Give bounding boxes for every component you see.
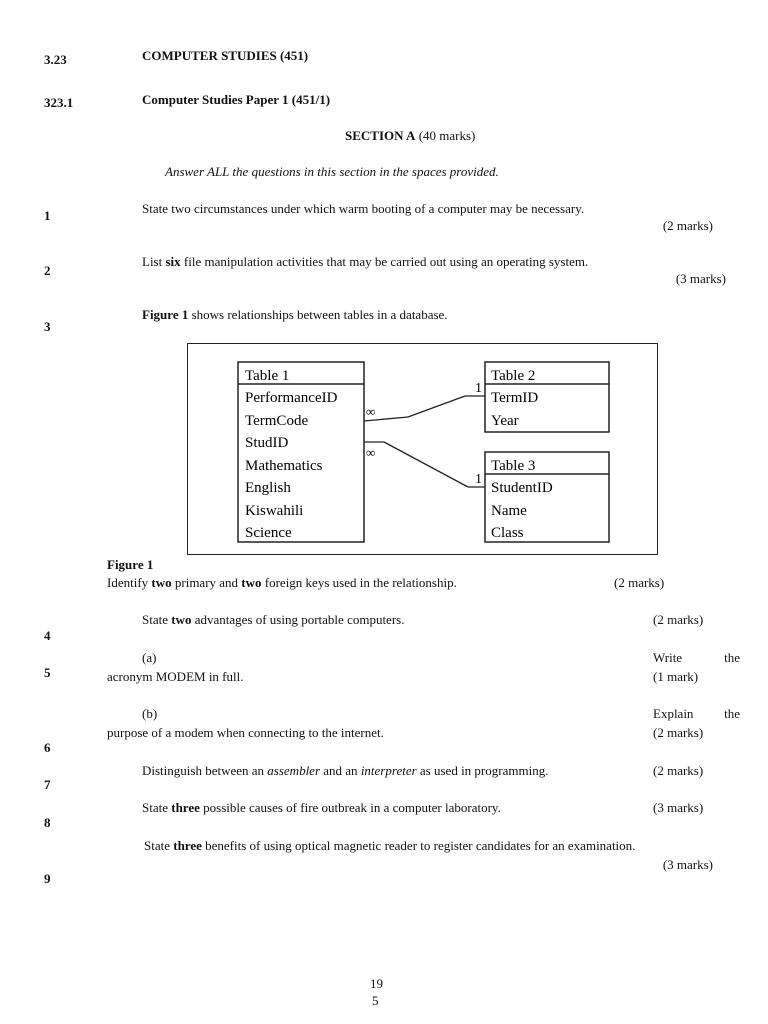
q3-post: foreign keys used in the relationship. <box>261 575 457 590</box>
question-3-marks: (2 marks) <box>614 575 665 590</box>
question-1-text: State two circumstances under which warm booting of a computer may be necessary. <box>142 201 585 216</box>
many-symbol: ∞ <box>366 445 376 460</box>
question-4-text <box>142 612 404 628</box>
q6-pre: Distinguish between an <box>142 763 268 778</box>
q3-fig-text: shows relationships between tables in a database. <box>188 307 448 322</box>
paper-title: Computer Studies Paper 1 (451/1) <box>142 92 331 107</box>
page-subnumber: 5 <box>372 993 379 1008</box>
many-symbol: ∞ <box>366 404 376 419</box>
q3-pre: Identify <box>107 575 152 590</box>
section-a-marks: (40 marks) <box>415 128 476 143</box>
q6-term-2: interpreter <box>360 763 417 778</box>
question-6-text <box>142 763 548 779</box>
question-3-text <box>142 307 448 323</box>
figure-caption: Figure 1 <box>107 557 154 572</box>
paper-number: 323.1 <box>44 95 74 110</box>
question-3-identify <box>107 575 457 591</box>
table1-field: Science <box>245 525 292 541</box>
q6-post: as used in programming. <box>416 763 549 778</box>
question-5a-word-2: the <box>724 650 740 665</box>
relationship-line-1b <box>408 396 465 417</box>
question-number-5: 5 <box>44 665 51 680</box>
question-number-1: 1 <box>44 208 51 223</box>
section-a-heading <box>345 128 475 144</box>
table1-field: PerformanceID <box>245 390 338 406</box>
q4-emphasis: two <box>171 612 192 627</box>
question-8-text <box>144 838 635 854</box>
q8-emphasis: three <box>173 838 202 853</box>
q4-pre: State <box>142 612 172 627</box>
q7-pre: State <box>142 800 172 815</box>
one-symbol: 1 <box>475 472 482 487</box>
question-6-marks: (2 marks) <box>653 763 704 778</box>
q8-pre: State <box>144 838 174 853</box>
question-5b-label: (b) <box>142 706 158 721</box>
question-number-8: 8 <box>44 815 51 830</box>
question-number-2: 2 <box>44 263 51 278</box>
question-number-6: 6 <box>44 740 51 755</box>
page-number: 19 <box>370 976 383 991</box>
table1-field: English <box>245 480 291 496</box>
question-5b-text: purpose of a modem when connecting to the internet. <box>107 725 384 740</box>
instructions: Answer ALL the questions in this section in the spaces provided. <box>165 164 499 179</box>
question-number-9: 9 <box>44 871 51 886</box>
table2-field: Year <box>491 413 519 429</box>
q3-mid: primary and <box>171 575 242 590</box>
section-a-label: SECTION A <box>345 128 416 143</box>
section-number: 3.23 <box>44 52 67 67</box>
relationship-line-2b <box>384 442 468 487</box>
question-number-4: 4 <box>44 628 51 643</box>
one-symbol: 1 <box>475 381 482 396</box>
table1-field: Mathematics <box>245 458 323 474</box>
q7-post: possible causes of fire outbreak in a computer laboratory. <box>199 800 501 815</box>
q2-emphasis: six <box>165 254 181 269</box>
question-7-text <box>142 800 501 816</box>
q6-mid: and an <box>320 763 361 778</box>
table3-field: StudentID <box>491 480 553 496</box>
table3-field: Name <box>491 503 527 519</box>
q3-emphasis-1: two <box>151 575 172 590</box>
q2-pre: List <box>142 254 166 269</box>
question-1-marks: (2 marks) <box>662 218 713 233</box>
q8-post: benefits of using optical magnetic reader to register candidates for an examination. <box>201 838 636 853</box>
table1-field: Kiswahili <box>245 503 304 519</box>
table2-title: Table 2 <box>491 368 536 384</box>
question-5b-word-1: Explain <box>653 706 694 721</box>
question-number-3: 3 <box>44 319 51 334</box>
q2-post: file manipulation activities that may be carried out using an operating system. <box>180 254 589 269</box>
table1-field: TermCode <box>245 413 309 429</box>
table3-title: Table 3 <box>491 458 536 474</box>
q7-emphasis: three <box>171 800 200 815</box>
section-title: COMPUTER STUDIES (451) <box>142 48 309 63</box>
figure-reference: Figure 1 <box>142 307 189 322</box>
question-2-text <box>142 254 588 270</box>
question-5a-word-1: Write <box>653 650 683 665</box>
table3-field: Class <box>491 525 524 541</box>
question-2-marks: (3 marks) <box>675 271 726 286</box>
table1-field: StudID <box>245 435 289 451</box>
question-number-7: 7 <box>44 777 51 792</box>
question-5a-text: acronym MODEM in full. <box>107 669 244 684</box>
q3-emphasis-2: two <box>241 575 262 590</box>
question-8-marks: (3 marks) <box>662 857 713 872</box>
q4-post: advantages of using portable computers. <box>191 612 405 627</box>
question-5b-word-2: the <box>724 706 740 721</box>
table2-field: TermID <box>491 390 539 406</box>
q6-term-1: assembler <box>267 763 321 778</box>
question-4-marks: (2 marks) <box>653 612 704 627</box>
question-7-marks: (3 marks) <box>653 800 704 815</box>
database-relationship-diagram <box>188 344 656 553</box>
figure-1-diagram <box>187 343 658 555</box>
question-5b-marks: (2 marks) <box>653 725 704 740</box>
question-5a-label: (a) <box>142 650 157 665</box>
question-5a-marks: (1 mark) <box>653 669 699 684</box>
table1-title: Table 1 <box>245 368 290 384</box>
